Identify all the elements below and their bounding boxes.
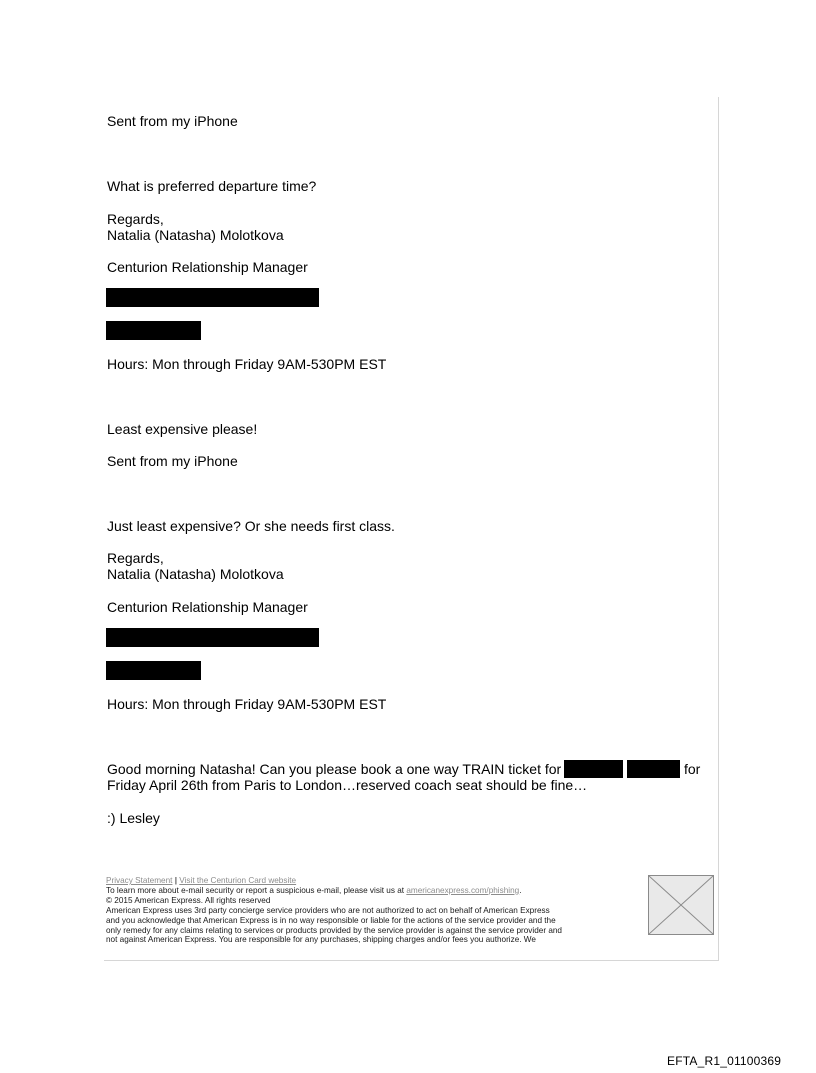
security-notice [106, 886, 651, 896]
copyright: © 2015 American Express. All rights reserved [106, 895, 271, 905]
least-expensive-reply: Least expensive please! [107, 421, 258, 437]
privacy-statement-link[interactable]: Privacy Statement [106, 876, 173, 885]
business-hours: Hours: Mon through Friday 9AM-530PM EST [107, 356, 387, 372]
booking-request-end: for [684, 761, 701, 777]
footer-links [106, 876, 651, 886]
first-class-question: Just least expensive? Or she needs first class. [107, 518, 395, 534]
image-placeholder-icon [649, 876, 713, 934]
link-separator: | [174, 876, 178, 885]
redaction-block [106, 661, 201, 680]
sender-title: Centurion Relationship Manager [107, 599, 308, 615]
business-hours: Hours: Mon through Friday 9AM-530PM EST [107, 696, 387, 712]
centurion-website-link[interactable]: Visit the Centurion Card website [179, 876, 297, 885]
booking-request-details: Friday April 26th from Paris to London…reserved coach seat should be fine… [107, 777, 588, 793]
regards: Regards, [107, 211, 164, 227]
sent-from-iphone: Sent from my iPhone [107, 453, 238, 469]
sender-title: Centurion Relationship Manager [107, 259, 308, 275]
period: . [519, 885, 522, 895]
security-text: To learn more about e-mail security or report a suspicious e-mail, please visit us at [106, 885, 405, 895]
sender-name: Natalia (Natasha) Molotkova [107, 227, 284, 243]
document-id: EFTA_R1_01100369 [667, 1054, 782, 1068]
broken-image-placeholder [648, 875, 714, 935]
disclaimer-line: and you acknowledge that American Express is in no way responsible or liable for the actions of the service provider and the [106, 915, 556, 925]
sender-name: Natalia (Natasha) Molotkova [107, 566, 284, 582]
signoff: :) Lesley [107, 810, 160, 826]
disclaimer-line: not against American Express. You are responsible for any purchases, shipping charges and/or fees you authorize. We [106, 935, 536, 945]
departure-question: What is preferred departure time? [107, 178, 317, 194]
booking-request: Good morning Natasha! Can you please book a one way TRAIN ticket for [107, 761, 562, 777]
disclaimer-line: American Express uses 3rd party concierge service providers who are not authorized to act on behalf of American Express [106, 905, 550, 915]
regards: Regards, [107, 550, 164, 566]
sent-from-iphone: Sent from my iPhone [107, 113, 238, 129]
redaction-block [627, 760, 680, 778]
redaction-block [106, 288, 319, 307]
disclaimer-line: only remedy for any claims relating to services or products provided by the service provider is against the service provider and [106, 925, 562, 935]
redaction-block [564, 760, 623, 778]
email-footer [106, 876, 651, 945]
redaction-block [106, 628, 319, 647]
phishing-link[interactable]: americanexpress.com/phishing [406, 885, 520, 895]
redaction-block [106, 321, 201, 340]
